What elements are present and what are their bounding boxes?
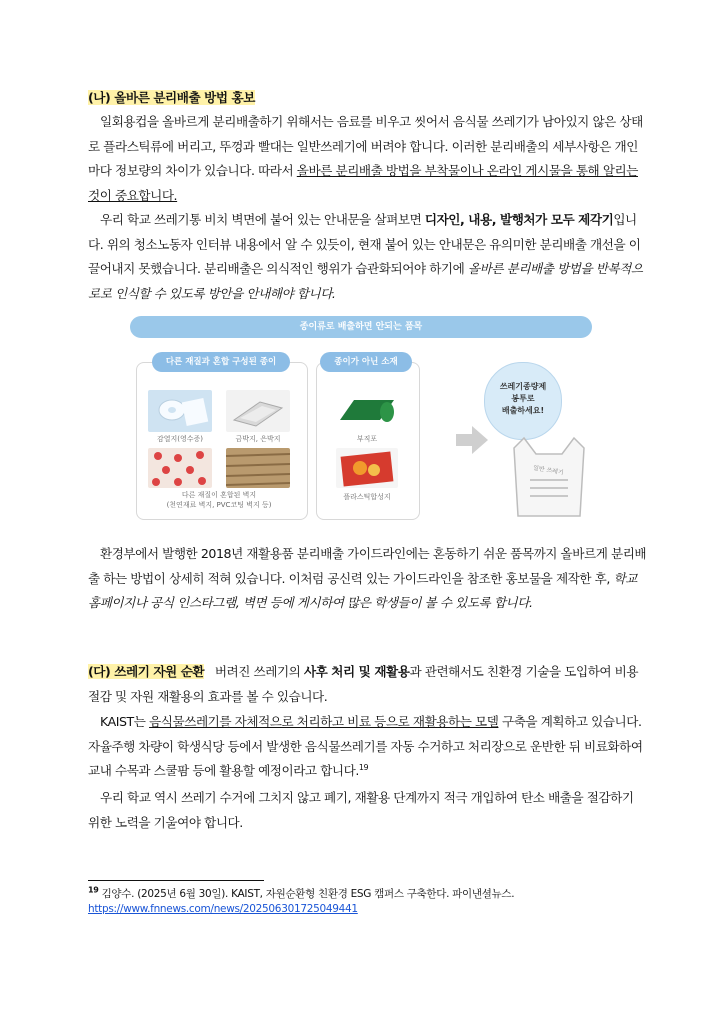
paragraph-text: 일회용컵을 올바르게 분리배출하기 위해서는 음료를 비우고 씻어서 음식물 쓰레기가 남아있지 않은 상태로 플라스틱류에 버리고, 뚜껑과 빨대는 일반쓰레기에 버려야 합니다. 이러한 분리배출의 세부사항은 개인마다 정보량의 차이가 있습니다. 따라서 — [88, 114, 643, 178]
footnote-divider — [88, 880, 264, 881]
caption-wallpaper-detail: (천연재료 벽지, PVC코팅 벽지 등) — [166, 501, 272, 509]
paragraph-text: KAIST는 — [100, 714, 150, 729]
footnote-number: 19 — [88, 885, 99, 895]
group-label-non-paper: 종이가 아닌 소재 — [320, 352, 412, 372]
italic-text: 올바른 분리배출 방법을 반복적으로로 인식할 수 있도록 방안을 안내해야 합니다. — [88, 261, 643, 301]
paragraph-text: 과 관련해서도 친환경 기술을 도입하여 비용 절감 및 자원 재활용의 효과를 볼 수 있습니다. — [88, 664, 639, 704]
section-heading-na — [88, 86, 648, 111]
heading-highlight: (나) 올바른 분리배출 방법 홍보 — [88, 90, 255, 105]
footnote-text: 김양수. (2025년 6월 30일). KAIST, 자원순환형 친환경 ESG 캠퍼스 구축한다. 파이낸셜뉴스. — [98, 888, 515, 900]
nonwoven-fabric-image — [336, 390, 398, 430]
paragraph-text: 버려진 쓰레기의 — [214, 664, 304, 679]
floral-wallpaper-image — [148, 448, 212, 488]
paragraph — [88, 542, 648, 616]
trash-bag-icon — [510, 428, 588, 520]
paragraph — [88, 208, 648, 306]
underlined-text: 음식물쓰레기를 자체적으로 처리하고 비료 등으로 재활용하는 모델 — [149, 714, 499, 729]
paragraph-text: 입니다. 위의 청소노동자 인터뷰 내용에서 알 수 있듯이, 현재 붙어 있는 안내문은 유의미한 분리배출 개선을 이끌어내지 못했습니다. 분리배출은 의식적인 행위가 습관화되어야 하기에 — [88, 212, 641, 276]
bubble-text: 쓰레기종량제 봉투로 배출하세요! — [499, 382, 547, 415]
paragraph — [88, 110, 648, 208]
recycling-infographic — [130, 316, 592, 522]
infographic-title: 종이류로 배출하면 안되는 품목 — [130, 316, 592, 338]
paragraph — [88, 660, 648, 709]
right-arrow-icon — [456, 426, 488, 454]
caption-foil: 금박지, 은박지 — [235, 435, 281, 443]
plastic-paper-image — [336, 448, 398, 488]
bag-label: 일반 쓰레기 — [532, 464, 565, 477]
foil-paper-image — [226, 390, 290, 432]
italic-text: 학교 홈페이지나 공식 인스타그램, 벽면 등에 게시하여 많은 학생들이 볼 수 있도록 합니다. — [88, 570, 637, 610]
footnote-marker: 19 — [358, 762, 369, 772]
group-label-mixed-paper: 다른 재질과 혼합 구성된 종이 — [152, 352, 290, 372]
paragraph — [88, 710, 648, 784]
paragraph — [88, 786, 648, 835]
receipt-roll-image — [148, 390, 212, 432]
paragraph-text: 우리 학교 쓰레기통 비치 벽면에 붙어 있는 안내문을 살펴보면 — [100, 212, 425, 227]
paragraph-text: 환경부에서 발행한 2018년 재활용품 분리배출 가이드라인에는 혼동하기 쉬운 품목까지 올바르게 분리배출 하는 방법이 상세히 적혀 있습니다. 이처럼 공신력 있는 가이드라인을 참조한 홍보물을 제작한 후, — [88, 546, 647, 586]
caption-plastic-paper: 플라스틱합성지 — [343, 493, 391, 501]
bold-text: 사후 처리 및 재활용 — [303, 664, 410, 679]
paragraph-text: 구축을 계획하고 있습니다. 자율주행 차량이 학생식당 등에서 발생한 음식물쓰레기를 자동 수거하고 처리장으로 운반한 뒤 비료화하여 교내 수목과 스쿨팜 등에 활용할 예정이라고 합니다. — [88, 714, 643, 778]
footnote-link[interactable]: https://www.fnnews.com/news/202506301725049441 — [88, 903, 358, 915]
underlined-text: 올바른 분리배출 방법을 부착물이나 온라인 게시물을 통해 알리는 것이 중요합니다. — [88, 163, 638, 203]
caption-receipt: 감열지(영수증) — [156, 435, 204, 443]
textured-wallpaper-image — [226, 448, 290, 488]
bold-text: 디자인, 내용, 발행처가 모두 제각기 — [424, 212, 614, 227]
footnote — [88, 887, 648, 917]
paragraph-text: 우리 학교 역시 쓰레기 수거에 그치지 않고 폐기, 재활용 단계까지 적극 개입하여 탄소 배출을 절감하기 위한 노력을 기울여야 합니다. — [88, 790, 634, 830]
caption-wallpaper: 다른 재질이 혼합된 벽지 — [181, 491, 257, 499]
caption-nonwoven: 부직포 — [356, 435, 378, 443]
section-heading-da: (다) 쓰레기 자원 순환 — [88, 664, 205, 679]
